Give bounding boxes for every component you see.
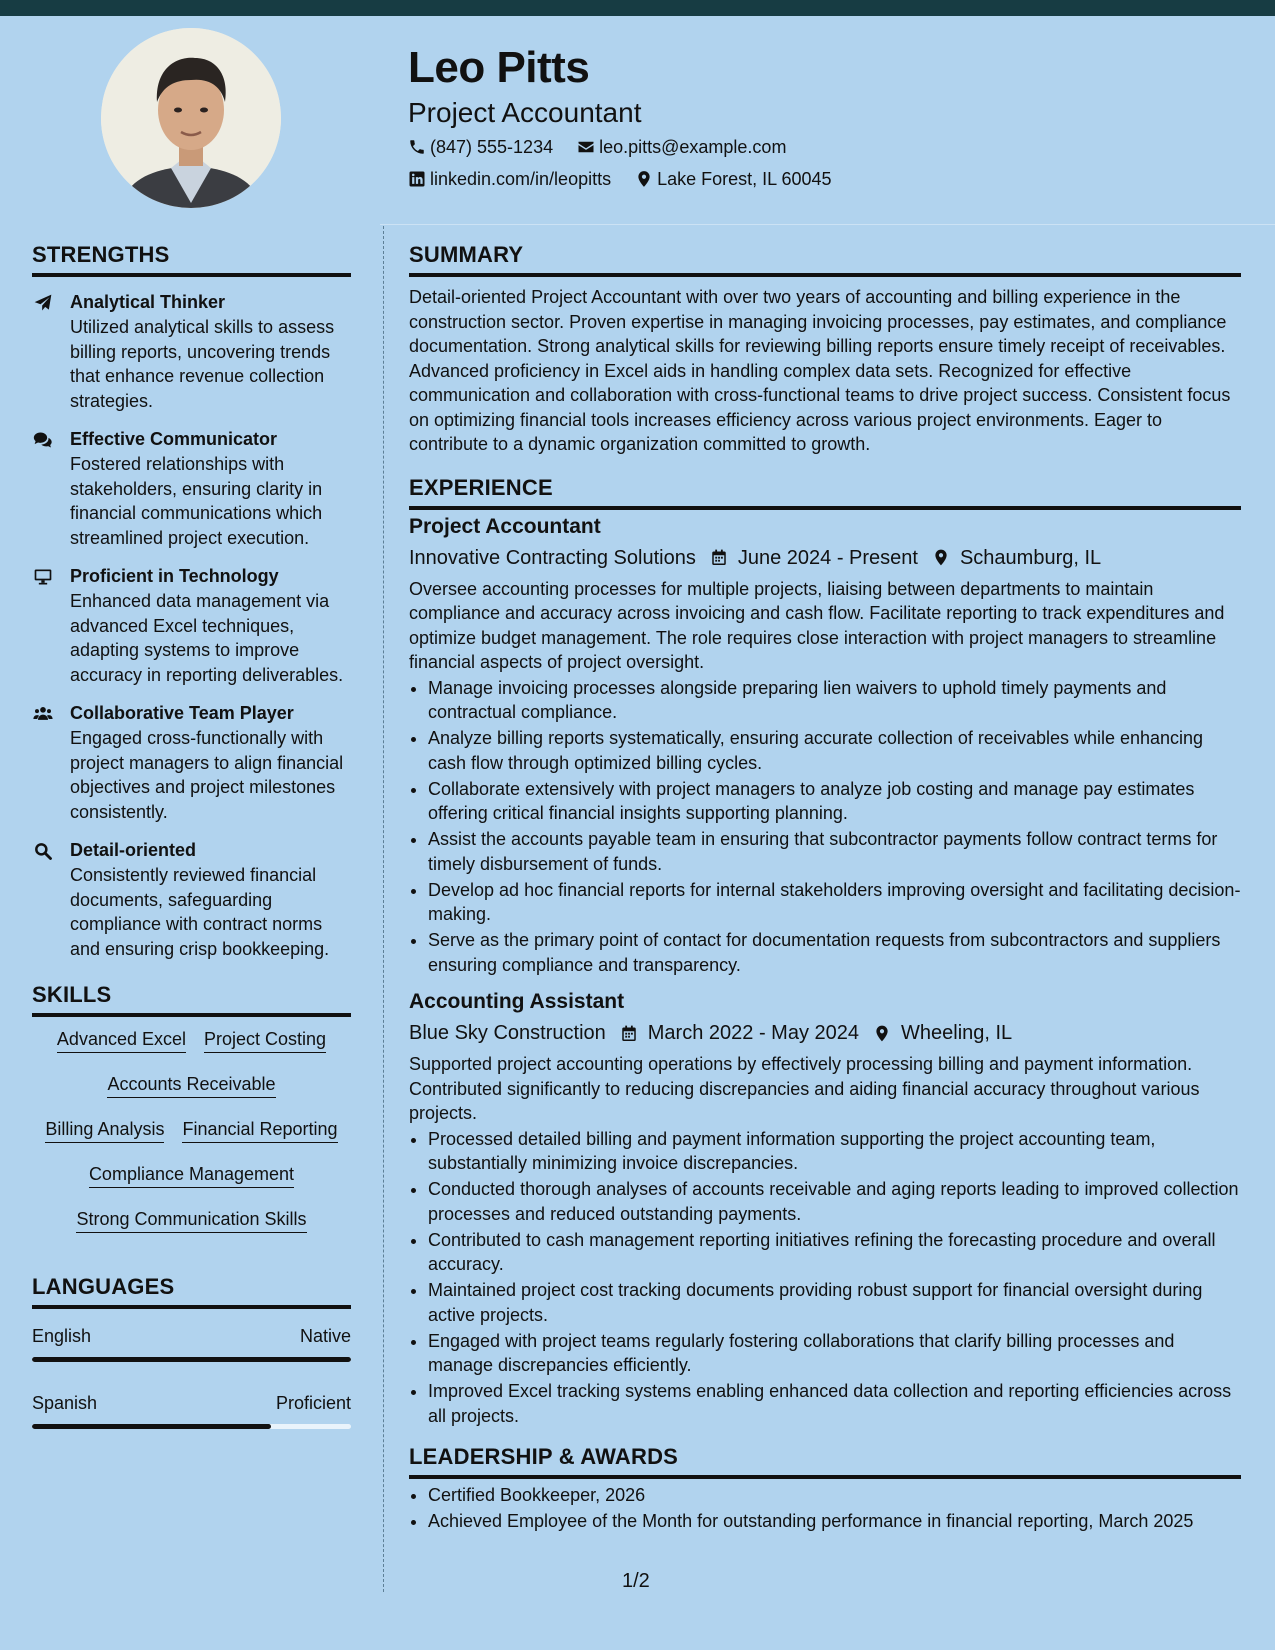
skill-tag: Billing Analysis — [45, 1117, 164, 1143]
skill-tag: Accounts Receivable — [107, 1072, 275, 1098]
search-icon — [32, 841, 54, 861]
language-level: Proficient — [275, 1393, 351, 1413]
language-proficiency-bar — [32, 1424, 351, 1429]
strength-item — [32, 700, 351, 824]
envelope-icon — [577, 138, 595, 156]
job-description: Supported project accounting operations by effectively processing billing and payment information. Contributed significantly to reducing discrepancies and aiding financial accuracy throughout various projects. — [409, 1054, 1200, 1123]
job-meta — [409, 542, 1241, 574]
bullet-item: • Improved Excel tracking systems enabling enhanced data collection and reporting efficiencies across all projects. — [428, 1379, 1241, 1428]
language-level: Native — [299, 1326, 351, 1346]
strength-desc: Consistently reviewed financial documents, safeguarding compliance with contract norms and ensuring crisp bookkeeping. — [70, 865, 330, 959]
skill-tag: Advanced Excel — [57, 1027, 186, 1053]
language-item — [32, 1323, 351, 1362]
location-contact — [635, 164, 831, 194]
bullet-item: • Maintained project cost tracking documents providing robust support for financial oversight during active projects. — [428, 1278, 1241, 1327]
job-description: Oversee accounting processes for multiple projects, liaising between departments to maintain compliance and accuracy across invoicing and cash flow. Facilitate reporting to track expenditures and optimize budget management. The role requires close interaction with project managers to streamline financial aspects of project oversight. — [409, 578, 1225, 672]
bullet-item: • Collaborate extensively with project managers to analyze job costing and manage pay estimates offering critical financial insights supporting planning. — [428, 777, 1241, 826]
strength-desc: Engaged cross-functionally with project managers to align financial objectives and project milestones consistently. — [70, 728, 344, 822]
calendar-icon — [620, 1024, 638, 1043]
job-bullets — [409, 1127, 1241, 1429]
summary-heading: SUMMARY — [409, 238, 1241, 277]
bullet-item: • Contributed to cash management reporting initiatives refining the forecasting procedure and overall accuracy. — [428, 1228, 1241, 1277]
paper-plane-icon — [32, 293, 54, 313]
job-dates: March 2022 - May 2024 — [647, 1022, 859, 1044]
left-column — [32, 238, 351, 1457]
job-location: Wheeling, IL — [901, 1022, 1013, 1044]
job-entry — [409, 512, 1241, 978]
phone-icon — [408, 138, 426, 156]
page-number: 1/2 — [622, 1570, 650, 1592]
strength-desc: Enhanced data management via advanced Excel techniques, adapting systems to improve accuracy in reporting deliverables. — [70, 591, 344, 685]
candidate-name: Leo Pitts — [408, 43, 590, 92]
skill-tag: Compliance Management — [89, 1162, 294, 1188]
calendar-icon — [710, 548, 728, 567]
award-item: • Achieved Employee of the Month for outstanding performance in financial reporting, March 2025 — [428, 1509, 1241, 1534]
candidate-title: Project Accountant — [408, 97, 642, 128]
job-entry — [409, 987, 1241, 1428]
job-location: Schaumburg, IL — [959, 546, 1102, 569]
profile-photo — [101, 28, 281, 208]
contact-row-1 — [408, 132, 1228, 162]
users-icon — [32, 704, 54, 724]
languages-heading: LANGUAGES — [32, 1270, 351, 1309]
header-divider — [380, 224, 1275, 225]
bullet-item: • Processed detailed billing and payment information supporting the project accounting team, substantially minimizing invoice discrepancies. — [428, 1127, 1241, 1176]
strength-item — [32, 563, 351, 687]
email-text: leo.pitts@example.com — [599, 137, 787, 157]
bullet-item: • Assist the accounts payable team in ensuring that subcontractor payments follow contract terms for timely disbursement of funds. — [428, 827, 1241, 876]
map-pin-icon — [873, 1024, 891, 1043]
job-company: Innovative Contracting Solutions — [409, 546, 696, 569]
language-name: English — [32, 1326, 92, 1346]
strength-item — [32, 837, 351, 961]
language-item — [32, 1390, 351, 1429]
skills-list — [32, 1027, 351, 1233]
strength-desc: Utilized analytical skills to assess billing reports, uncovering trends that enhance revenue collection strategies. — [70, 317, 335, 411]
phone-contact[interactable] — [408, 132, 553, 162]
strength-item — [32, 426, 351, 550]
bullet-item: • Serve as the primary point of contact for documentation requests from subcontractors and suppliers ensuring compliance and transparency. — [428, 928, 1241, 977]
strength-item — [32, 289, 351, 413]
location-text: Lake Forest, IL 60045 — [657, 169, 832, 189]
bullet-item: • Engaged with project teams regularly fostering collaborations that clarify billing processes and manage discrepancies efficiently. — [428, 1329, 1241, 1378]
bullet-item: • Develop ad hoc financial reports for internal stakeholders improving oversight and facilitating decision-making. — [428, 878, 1241, 927]
language-proficiency-fill — [32, 1357, 351, 1362]
comments-icon — [32, 430, 54, 450]
job-meta — [409, 1017, 1241, 1049]
awards-heading: LEADERSHIP & AWARDS — [409, 1440, 1241, 1479]
resume-header — [408, 40, 1228, 194]
job-company: Blue Sky Construction — [409, 1022, 606, 1044]
right-column — [409, 238, 1241, 1535]
strength-title: Proficient in Technology — [70, 566, 279, 586]
desktop-icon — [32, 567, 54, 587]
map-pin-icon — [635, 170, 653, 188]
job-title: Accounting Assistant — [409, 990, 625, 1013]
strength-desc: Fostered relationships with stakeholders, ensuring clarity in financial communications which streamlined project execution. — [70, 454, 323, 548]
map-pin-icon — [932, 548, 950, 567]
strength-title: Effective Communicator — [70, 429, 278, 449]
strength-title: Detail-oriented — [70, 840, 197, 860]
language-proficiency-bar — [32, 1357, 351, 1362]
phone-text: (847) 555-1234 — [430, 137, 554, 157]
language-proficiency-fill — [32, 1424, 271, 1429]
bullet-item: • Conducted thorough analyses of accounts receivable and aging reports leading to improved collection processes and reduced outstanding payments. — [428, 1177, 1241, 1226]
strength-title: Analytical Thinker — [70, 292, 226, 312]
linkedin-icon — [408, 170, 426, 188]
summary-text: Detail-oriented Project Accountant with over two years of accounting and billing experience in the construction sector. Proven expertise in managing invoicing processes, pay estimates, and compliance documentation. Strong analytical skills for reviewing billing reports ensure timely receipt of receivables. Advanced proficiency in Excel aids in handling complex data sets. Recognized for effective communication and collaboration with cross-functional teams to drive project success. Consistent focus on optimizing financial tools increases efficiency across various project environments. Eager to contribute to a dynamic organization committed to growth. — [409, 287, 1231, 454]
skill-tag: Project Costing — [204, 1027, 326, 1053]
experience-heading: EXPERIENCE — [409, 471, 1241, 510]
bullet-item: • Analyze billing reports systematically, ensuring accurate collection of receivables while enhancing cash flow through optimized billing cycles. — [428, 726, 1241, 775]
job-bullets — [409, 676, 1241, 978]
skill-tag: Financial Reporting — [182, 1117, 337, 1143]
job-title: Project Accountant — [409, 514, 601, 538]
linkedin-contact[interactable] — [408, 164, 611, 194]
top-bar — [0, 0, 1275, 16]
skill-tag: Strong Communication Skills — [76, 1207, 306, 1233]
language-name: Spanish — [32, 1393, 98, 1413]
awards-list — [409, 1483, 1241, 1534]
contact-row-2 — [408, 164, 1228, 194]
award-item: • Certified Bookkeeper, 2026 — [428, 1483, 1241, 1508]
bullet-item: • Manage invoicing processes alongside preparing lien waivers to uphold timely payments and contractual compliance. — [428, 676, 1241, 725]
strength-title: Collaborative Team Player — [70, 703, 294, 723]
column-divider — [383, 226, 384, 1592]
job-dates: June 2024 - Present — [737, 546, 918, 569]
email-contact[interactable] — [577, 132, 786, 162]
linkedin-text: linkedin.com/in/leopitts — [430, 169, 612, 189]
skills-heading: SKILLS — [32, 978, 351, 1017]
strengths-heading: STRENGTHS — [32, 238, 351, 277]
